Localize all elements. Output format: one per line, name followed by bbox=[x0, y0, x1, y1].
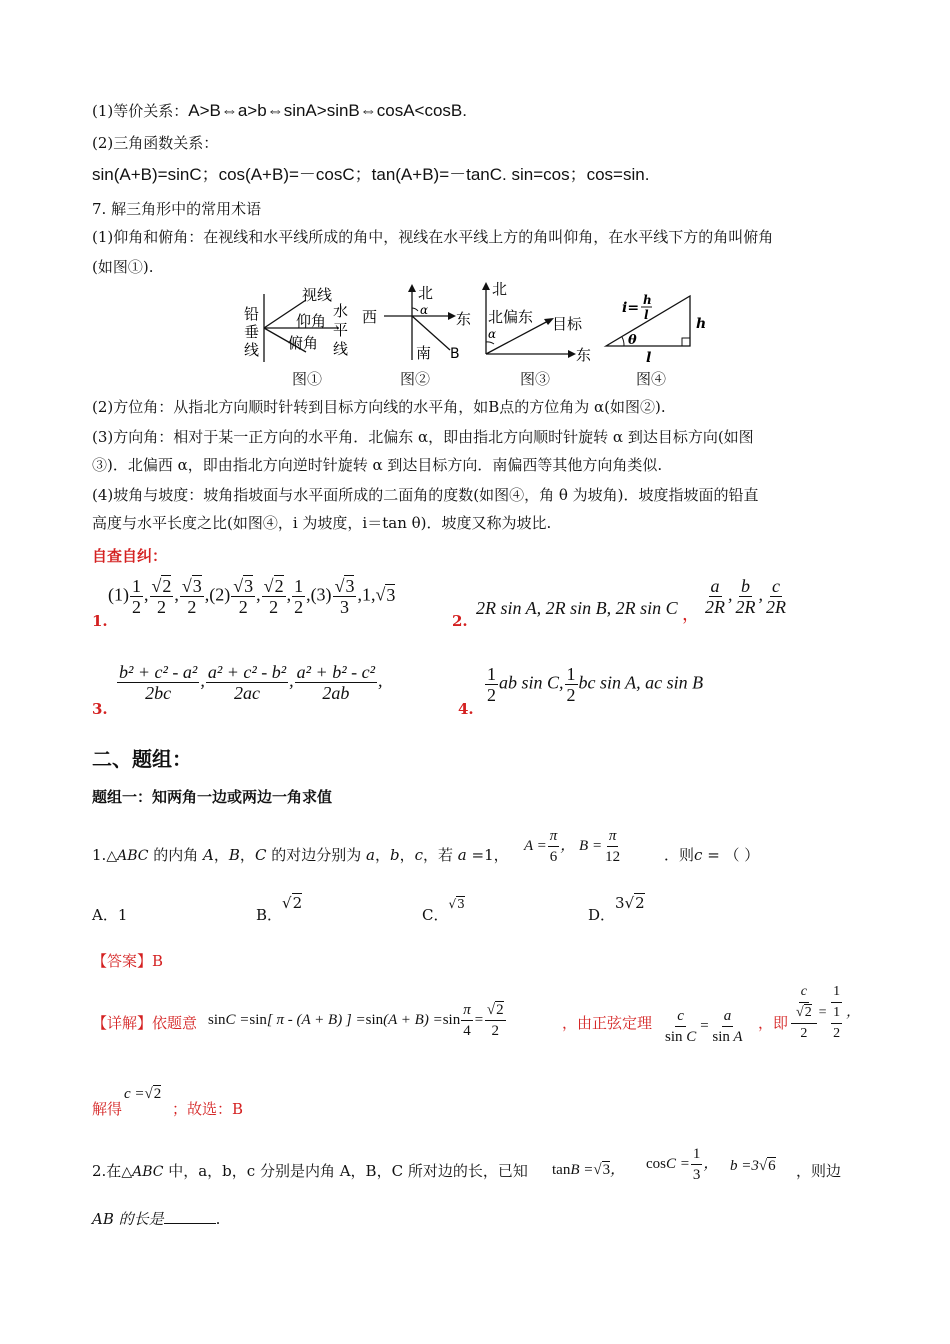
q1-detail-mid: ，由正弦定理 bbox=[562, 1014, 653, 1032]
q1-option-c[interactable]: C．$^{√3}$ bbox=[422, 897, 465, 924]
a4-part: ab sin C, bbox=[499, 672, 564, 693]
fig2-label-west: 西 bbox=[362, 308, 378, 326]
q2-tail: ，则边 bbox=[796, 1162, 842, 1180]
answer-1-math: (1) $\frac{1}{2}$ , $\frac{√2}{2}$ , $\frac{√3}{2}$ ,(2) $\frac{√3}{2}$ , $\frac{√2}{2}$ , $\frac{1}{2}$ ,(3) $\frac{√3}{3}$ ,1,√3 bbox=[108, 576, 396, 617]
figure-4-diagram bbox=[602, 288, 712, 364]
fig4-label-h: h bbox=[696, 316, 707, 332]
fig4-label-l: l bbox=[646, 350, 652, 364]
fig3-label-northeast: 北偏东 bbox=[488, 308, 534, 326]
figure-1-diagram bbox=[244, 284, 364, 368]
answer-4-number: 4. bbox=[458, 700, 474, 718]
fig2-label-east: 东 bbox=[456, 310, 472, 328]
a1-part: ,1, bbox=[357, 584, 376, 605]
question-1-line: 1.△ABC 的内角 A，B，C 的对边分别为 a，b，c，若 a =1， bbox=[92, 846, 509, 864]
q2-text: AB 的长是 bbox=[92, 1210, 164, 1228]
figure-2-caption: 图② bbox=[400, 370, 431, 388]
a1-part: ,(2) bbox=[204, 584, 231, 605]
figure-4 bbox=[602, 288, 712, 364]
fig2-label-alpha: α bbox=[420, 303, 429, 317]
fig3-label-east: 东 bbox=[576, 346, 592, 364]
fig4-label-l-frac: l bbox=[644, 308, 649, 322]
figure-1 bbox=[244, 284, 364, 368]
fig3-label-alpha: α bbox=[488, 327, 497, 341]
item-7-heading: 7. 解三角形中的常用术语 bbox=[92, 200, 262, 218]
q1-answer: 【答案】B bbox=[92, 952, 164, 970]
answer-3-number: 3. bbox=[92, 700, 108, 718]
fig1-label-sightline: 视线 bbox=[302, 286, 333, 304]
paragraph-slope-1: (4)坡角与坡度：坡角指坡面与水平面所成的二面角的度数(如图④，角 θ 为坡角)．坡度指坡面的铅直 bbox=[92, 486, 759, 504]
q2-text: 中，a，b，c 分别是内角 A，B，C 所对边的长，已知 bbox=[168, 1162, 528, 1180]
q1-solve-label: 解得 bbox=[92, 1100, 123, 1118]
q1-sine-law: $\frac{c}{\text{sin C}}$ = $\frac{a}{\text{sin A}}$ bbox=[665, 1008, 743, 1045]
fig2-label-south: 南 bbox=[416, 344, 432, 362]
paragraph-elevation-2: (如图①). bbox=[92, 258, 154, 276]
fig1-label-vertical-2: 垂 bbox=[244, 323, 260, 341]
answer-1-number: 1. bbox=[92, 612, 108, 630]
fig1-label-horizontal-1: 水 bbox=[333, 302, 349, 320]
a4-part: bc sin A, ac sin B bbox=[578, 672, 704, 693]
figure-3 bbox=[480, 280, 598, 366]
q1-number: 1. bbox=[92, 846, 107, 864]
q1-text: ，若 bbox=[423, 846, 454, 864]
paragraph-elevation-1: (1)仰角和俯角：在视线和水平线所成的角中，视线在水平线上方的角叫仰角，在水平线下方的角叫俯角 bbox=[92, 228, 774, 246]
answer-4-math: $\frac{1}{2}$ ab sin C, $\frac{1}{2}$ bc sin A, ac sin B bbox=[487, 664, 704, 705]
q1-option-b[interactable]: B．√2 bbox=[256, 894, 303, 924]
fig1-label-vertical-3: 线 bbox=[244, 341, 260, 359]
a1-part: ,(3) bbox=[306, 584, 332, 605]
fig4-label-h-frac: h bbox=[643, 293, 652, 307]
answer-blank[interactable] bbox=[164, 1209, 216, 1224]
fig4-label-theta: θ bbox=[628, 333, 637, 348]
answer-3-math: $\frac{\text{b² + c² - a²}}{2bc}$ , $\frac{\text{a² + c² - b²}}{2ac}$ , $\frac{\text{a² + b² - c²}}{2ab}$ , bbox=[119, 662, 383, 703]
fig3-label-target: 目标 bbox=[552, 315, 583, 333]
self-check-title: 自查自纠： bbox=[92, 547, 168, 565]
label: (1)等价关系： bbox=[92, 102, 189, 120]
paragraph-trig-relation-formula: sin(A+B)=sinC；cos(A+B)=－cosC；tan(A+B)=－tanC. sin=cos；cos=sin. bbox=[92, 165, 650, 184]
a1-part: (1) bbox=[108, 584, 129, 605]
paragraph-equivalence bbox=[92, 100, 467, 122]
answer-2-sep: ， bbox=[682, 604, 700, 624]
q1-detail-formula: sinC =sin[ π - (A + B) ] =sin(A + B) =sin $\frac{\pi}{4}$ = $\frac{√2}{2}$ bbox=[208, 1002, 504, 1039]
figure-1-caption: 图① bbox=[292, 370, 323, 388]
q1-paren: （ ） bbox=[724, 846, 760, 864]
question-2-line: 2.在△ABC 中，a，b，c 分别是内角 A，B，C 所对边的长，已知 bbox=[92, 1162, 528, 1180]
q1-detail-label: 【详解】依题意 bbox=[92, 1014, 198, 1032]
q2-text: . bbox=[215, 1210, 221, 1228]
answer-2-fractions: $\frac{a}{2R}$ , $\frac{b}{2R}$ , $\frac{c}{2R}$ bbox=[705, 576, 786, 617]
section-2-heading: 二、题组： bbox=[92, 747, 192, 771]
paragraph-direction-2: ③)．北偏西 α，即由指北方向逆时针旋转 α 到达目标方向．南偏西等其他方向角类似. bbox=[92, 456, 663, 474]
q1-angles: A = $\frac{\pi}{6}$ ， B = $\frac{\pi}{12}$ bbox=[524, 828, 621, 865]
figure-4-caption: 图④ bbox=[636, 370, 667, 388]
fig2-label-b: B bbox=[450, 346, 460, 362]
q1-text: 的内角 bbox=[153, 846, 199, 864]
figure-3-caption: 图③ bbox=[520, 370, 551, 388]
q2-tan: tanB =√3， bbox=[552, 1162, 626, 1178]
q1-option-a[interactable]: A．1 bbox=[92, 906, 128, 924]
option-label: C． bbox=[422, 906, 449, 924]
option-label: D． bbox=[588, 906, 616, 924]
fig4-label-i: i= bbox=[622, 300, 640, 316]
figure-2 bbox=[362, 282, 474, 366]
option-label: B． bbox=[256, 906, 283, 924]
q1-solve-formula: c =√2 bbox=[124, 1086, 162, 1102]
formula: A>B⇔a>b⇔sinA>sinB⇔cosA<cosB. bbox=[188, 101, 467, 120]
q2-number: 2.在 bbox=[92, 1162, 122, 1180]
paragraph-slope-2: 高度与水平长度之比(如图④，i 为坡度，i＝tan θ)．坡度又称为坡比. bbox=[92, 514, 552, 532]
q1-detail-mid2: ，即 bbox=[758, 1014, 789, 1032]
answer-2-number: 2. bbox=[452, 612, 468, 630]
paragraph-bearing: (2)方位角：从指北方向顺时针转到目标方向线的水平角，如B点的方位角为 α(如图②). bbox=[92, 398, 666, 416]
q1-tail: ．则c = （ ） bbox=[664, 846, 760, 864]
q2-cos: cosC = $\frac{1}{3}$ ， bbox=[646, 1146, 719, 1183]
fig1-label-horizontal-3: 线 bbox=[333, 340, 349, 358]
paragraph-direction-1: (3)方向角：相对于某一正方向的水平角．北偏东 α，即由指北方向顺时针旋转 α 到达目标方向(如图 bbox=[92, 428, 754, 446]
q1-option-d[interactable]: D．3√2 bbox=[588, 894, 645, 924]
q1-solve-tail: ；故选：B bbox=[172, 1100, 244, 1118]
paragraph-trig-relation-label: (2)三角函数关系： bbox=[92, 134, 219, 152]
q2-b-value: b =3√6 bbox=[730, 1158, 776, 1174]
fig1-label-vertical-1: 铅 bbox=[244, 305, 260, 323]
fig3-label-north: 北 bbox=[492, 280, 508, 298]
fig2-label-north: 北 bbox=[418, 284, 434, 302]
q1-ratio: $\frac{\frac{c}{√2}}{2}$ = $\frac{1}{\frac{1}{2}}$ ， bbox=[790, 982, 860, 1044]
q1-text: ．则 bbox=[664, 846, 695, 864]
fig1-label-depression: 俯角 bbox=[288, 334, 319, 352]
question-2-line-2 bbox=[92, 1208, 220, 1230]
group-1-heading: 题组一：知两角一边或两边一角求值 bbox=[92, 788, 333, 806]
figure-3-diagram bbox=[480, 280, 598, 366]
fig1-label-elevation: 仰角 bbox=[296, 312, 327, 330]
q1-text: 的对边分别为 bbox=[271, 846, 362, 864]
answer-2-math: 2R sin A, 2R sin B, 2R sin C bbox=[476, 598, 678, 618]
fig1-label-horizontal-2: 平 bbox=[333, 321, 349, 339]
figure-2-diagram bbox=[362, 282, 474, 366]
